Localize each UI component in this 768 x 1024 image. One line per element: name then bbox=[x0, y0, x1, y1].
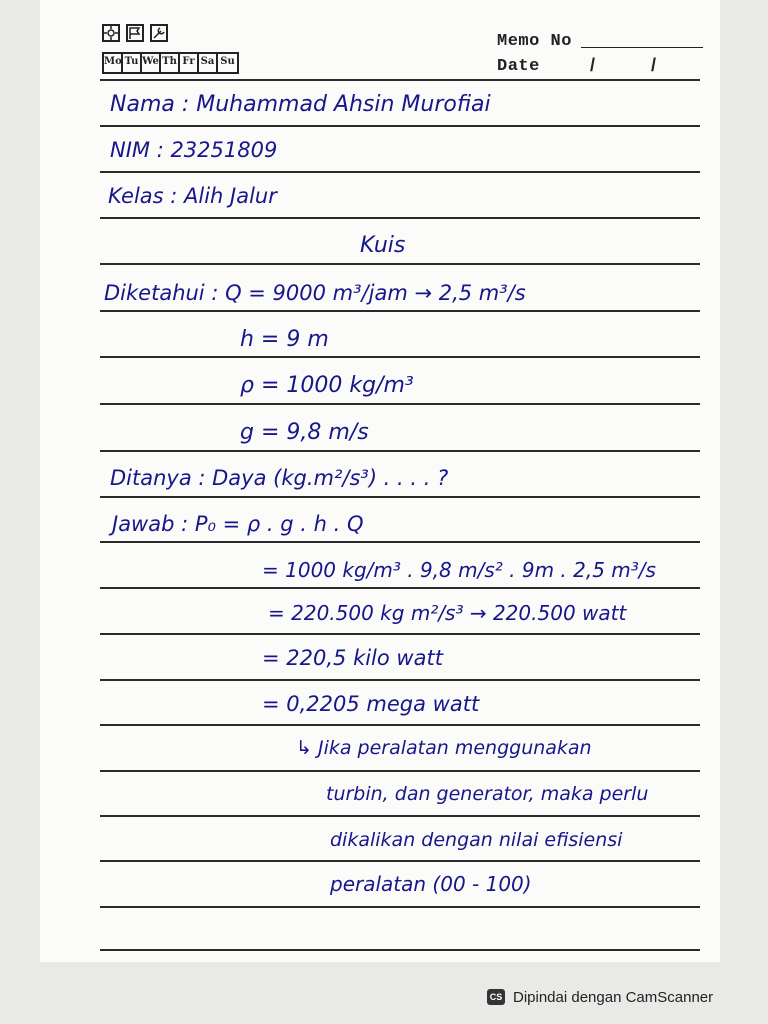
ruled-line bbox=[100, 356, 700, 358]
ruled-line bbox=[100, 541, 700, 543]
ruled-line bbox=[100, 679, 700, 681]
tool-icon bbox=[150, 24, 168, 42]
ruled-line bbox=[100, 587, 700, 589]
ruled-line bbox=[100, 860, 700, 862]
camscanner-watermark bbox=[471, 980, 757, 1014]
class-line: Kelas : Alih Jalur bbox=[108, 184, 277, 208]
answer-formula: Jawab : P₀ = ρ . g . h . Q bbox=[112, 512, 364, 536]
ruled-line bbox=[100, 79, 700, 81]
day-mo: Mo bbox=[104, 54, 123, 72]
ruled-line bbox=[100, 949, 700, 951]
ruled-line bbox=[100, 171, 700, 173]
date-label: Date bbox=[497, 57, 540, 76]
day-we: We bbox=[142, 54, 161, 72]
date-separator: / bbox=[651, 55, 657, 75]
day-th: Th bbox=[161, 54, 180, 72]
flag-icon bbox=[126, 24, 144, 42]
ruled-line bbox=[100, 125, 700, 127]
ruled-line bbox=[100, 403, 700, 405]
given-h: h = 9 m bbox=[240, 327, 329, 352]
header-icons bbox=[102, 24, 168, 42]
given-q: Diketahui : Q = 9000 m³/jam → 2,5 m³/s bbox=[104, 281, 526, 305]
ruled-line bbox=[100, 724, 700, 726]
day-fr: Fr bbox=[180, 54, 199, 72]
memo-label: Memo No bbox=[497, 32, 572, 51]
note-line-4: peralatan (00 - 100) bbox=[330, 872, 532, 896]
given-rho: ρ = 1000 kg/m³ bbox=[240, 373, 414, 398]
ruled-line bbox=[100, 310, 700, 312]
ruled-line bbox=[100, 906, 700, 908]
ruled-line bbox=[100, 633, 700, 635]
ruled-line bbox=[100, 450, 700, 452]
ruled-line bbox=[100, 217, 700, 219]
weekday-boxes bbox=[102, 52, 239, 74]
answer-kilowatt: = 220,5 kilo watt bbox=[262, 646, 443, 670]
answer-substitution: = 1000 kg/m³ . 9,8 m/s² . 9m . 2,5 m³/s bbox=[262, 558, 656, 582]
note-line-2: turbin, dan generator, maka perlu bbox=[326, 783, 649, 805]
ruled-line bbox=[100, 263, 700, 265]
ruled-line bbox=[100, 496, 700, 498]
asked-line: Ditanya : Daya (kg.m²/s³) . . . . ? bbox=[110, 466, 449, 490]
date-separator: / bbox=[590, 55, 596, 75]
memo-line bbox=[581, 47, 703, 48]
camscanner-text: Dipindai dengan CamScanner bbox=[513, 988, 714, 1006]
answer-watt: = 220.500 kg m²/s³ → 220.500 watt bbox=[268, 601, 627, 625]
nim-line: NIM : 23251809 bbox=[110, 138, 278, 162]
day-tu: Tu bbox=[123, 54, 142, 72]
day-sa: Sa bbox=[199, 54, 218, 72]
name-line: Nama : Muhammad Ahsin Murofiai bbox=[110, 92, 491, 117]
camscanner-logo-icon: CS bbox=[487, 989, 505, 1005]
ruled-line bbox=[100, 815, 700, 817]
note-line-1: ↳ Jika peralatan menggunakan bbox=[296, 737, 592, 759]
answer-megawatt: = 0,2205 mega watt bbox=[262, 692, 480, 716]
given-g: g = 9,8 m/s bbox=[240, 420, 369, 445]
quiz-title: Kuis bbox=[360, 233, 406, 258]
sun-icon bbox=[102, 24, 120, 42]
day-su: Su bbox=[220, 56, 235, 67]
note-line-3: dikalikan dengan nilai efisiensi bbox=[330, 829, 623, 851]
ruled-line bbox=[100, 770, 700, 772]
